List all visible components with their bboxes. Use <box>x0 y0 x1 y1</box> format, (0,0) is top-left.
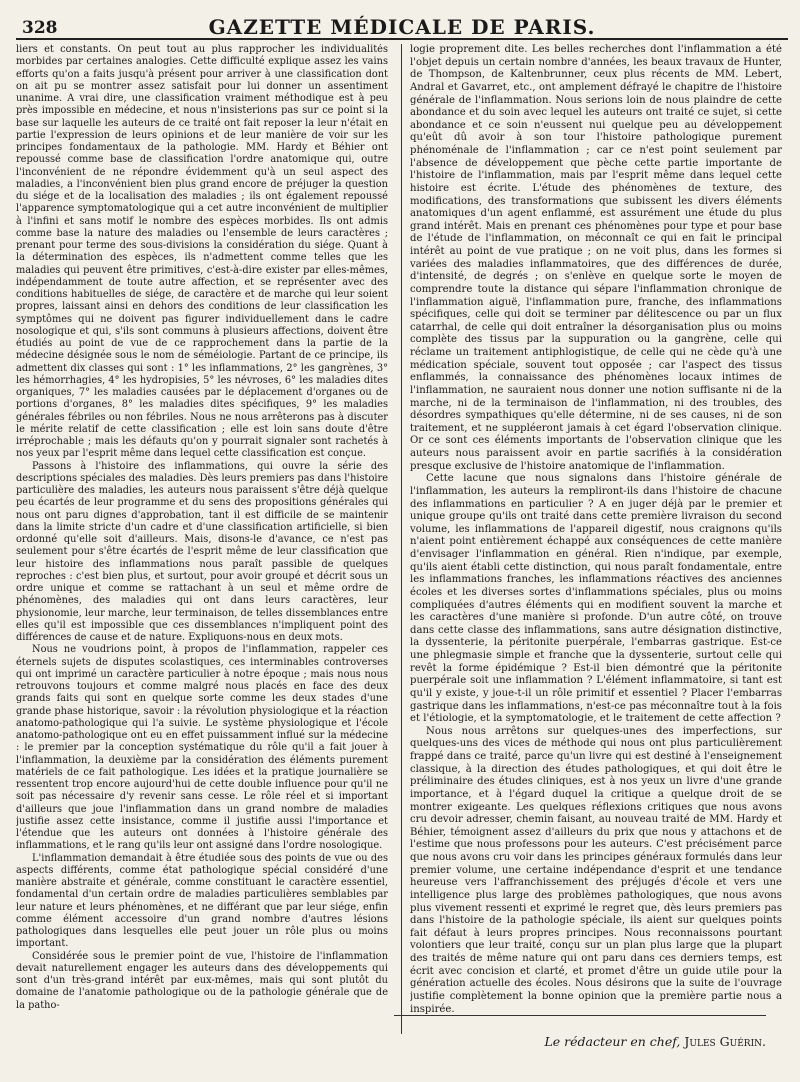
paragraph: Cette lacune que nous signalons dans l'histoire générale de l'inflammation, les auteurs la rempliront-ils dans l'histoire de chacune des inflammations en particulier ? A en juger déjà par le premier et unique groupe qu'ils ont traité dans cette première livraison du second volume, les inflammations de l'appareil digestif, nous craignons qu'ils n'aient point entièrement échappé aux conséquences de cette manière d'envisager l'inflammation en général. Rien n'indique, par exemple, qu'ils aient établi cette distinction, qui nous paraît fondamentale, entre les inflammations franches, les inflammations réactives des anciennes écoles et les diverses sortes d'inflammations spéciales, plus ou moins compliquées d'autres éléments qui en modifient souvent la marche et les caractères d'une manière si profonde. D'un autre côté, on trouve dans cette classe des inflammations, sans autre désignation distinctive, la dyssenterie, la péritonite puerpérale, l'embarras gastrique. Est-ce une phlegmasie simple et franche que la dyssenterie, surtout celle qui revêt la forme épidémique ? Est-il bien démontré que la péritonite puerpérale soit une inflammation ? L'élément inflammatoire, si tant est qu'il y existe, y joue-t-il un rôle primitif et essentiel ? Placer l'embarras gastrique dans les inflammations, n'est-ce pas méconnaître tout à la fois et l'étiologie, et la symptomatologie, et le traitement de cette affection ? <box>410 473 782 725</box>
editor-signature <box>394 1034 766 1049</box>
journal-title: GAZETTE MÉDICALE DE PARIS. <box>208 15 596 39</box>
right-column <box>410 44 782 1034</box>
column-divider <box>401 44 402 1034</box>
signature-role: Le rédacteur en chef, <box>544 1034 681 1049</box>
page-number: 328 <box>22 18 58 38</box>
paragraph: Considérée sous le premier point de vue, l'histoire de l'inflammation devait naturellement engager les auteurs dans des développements qui sont d'un très-grand intérêt par eux-mêmes, mais qui sont plutôt du domaine de l'anatomie pathologique ou de la pathologie générale que de la patho- <box>16 950 388 1011</box>
paragraph: logie proprement dite. Les belles recherches dont l'inflammation a été l'objet depuis un certain nombre d'années, les beaux travaux de Hunter, de Thompson, de Kaltenbrunner, ceux plus récents de MM. Lebert, Andral et Gavarret, etc., ont amplement défrayé le chapitre de l'histoire générale de l'inflammation. Nous serions loin de nous plaindre de cette abondance et du soin avec lequel les auteurs ont traité ce sujet, si cette abondance et ce soin n'eussent nui quelque peu au développement qu'eût dû avoir à son tour l'histoire pathologique purement phénoménale de l'inflammation ; car ce n'est point seulement par l'absence de développement que pèche cette partie importante de l'histoire de l'inflammation, mais par l'esprit même dans lequel cette histoire est écrite. L'étude des phénomènes de texture, des modifications, des transformations que subissent les divers éléments anatomiques d'un agent enflammé, est assurément une étude du plus grand intérêt. Mais en prenant ces phénomènes pour type et pour base de l'étude de l'inflammation, on méconnaît ce qui en fait le principal intérêt au point de vue pratique ; on ne voit plus, dans les formes si variées des maladies inflammatoires, que des différences de durée, d'intensité, de degrés ; on s'enlève en quelque sorte le moyen de comprendre toute la distance qui sépare l'inflammation chronique de l'inflammation aiguë, l'inflammation pure, franche, des inflammations spécifiques, celle qui doit se terminer par délitescence ou par un flux catarrhal, de celle qui doit entraîner la désorganisation plus ou moins complète des tissus par la suppuration ou la gangrène, celle qui réclame un traitement antiphlogistique, de celle qui ne cède qu'à une médication spéciale, souvent tout opposée ; car l'aspect des tissus enflammés, la connaissance des phénomènes locaux intimes de l'inflammation, ne sauraient nous donner une notion suffisante ni de la marche, ni de la terminaison de l'inflammation, ni des troubles, des désordres sympathiques qu'elle détermine, ni de ses causes, ni de son traitement, et ne suppléeront jamais à cet égard l'observation clinique. Or ce sont ces éléments importants de l'observation clinique que les auteurs nous paraissent avoir en partie sacrifiés à la considération presque exclusive de l'histoire anatomique de l'inflammation. <box>410 44 782 472</box>
paragraph: liers et constants. On peut tout au plus rapprocher les individualités morbides par certaines analogies. Cette difficulté explique assez les vains efforts qu'on a faits jusqu'à présent pour arriver à une classification dont on ait pu se montrer assez satisfait pour lui donner un assentiment unanime. A vrai dire, une classification vraiment méthodique est à peu près impossible en médecine, et nous n'insisterions pas sur ce point si la base sur laquelle les auteurs de ce traité ont fait reposer la leur n'était en partie l'expression de leurs opinions et de leur manière de voir sur les principes fondamentaux de la pathologie. MM. Hardy et Béhier ont repoussé comme base de classification l'ordre anatomique qui, outre l'inconvénient de ne répondre évidemment qu'à un seul aspect des maladies, a l'inconvénient bien plus grand encore de préjuger la question du siége et de la localisation des maladies ; ils ont également repoussé l'apparence symptomatologique qui a cet autre inconvénient de multiplier à l'infini et sans motif le nombre des espèces morbides. Ils ont admis comme base la nature des maladies ou l'ensemble de leurs caractères ; prenant pour terme des sous-divisions la considération du siége. Quant à la détermination des espèces, ils n'admettent comme telles que les maladies qui peuvent être primitives, c'est-à-dire exister par elles-mêmes, indépendamment de toute autre affection, et se représenter avec des conditions habituelles de siége, de caractère et de marche qui leur soient propres, laissant ainsi en dehors des conditions de leur classification les symptômes qui ne doivent pas figurer individuellement dans le cadre nosologique et qui, s'ils sont communs à plusieurs affections, doivent être étudiés au point de vue de ce rapprochement dans la partie de la médecine désignée sous le nom de séméiologie. Partant de ce principe, ils admettent dix classes qui sont : 1° les inflammations, 2° les gangrènes, 3° les hémorrhagies, 4° les hydropisies, 5° les névroses, 6° les maladies dites organiques, 7° les maladies causées par le déplacement d'organes ou de portions d'organes, 8° les maladies dites spécifiques, 9° les maladies générales fébriles ou non fébriles. Nous ne nous arrêterons pas à discuter le mérite relatif de cette classification ; elle est loin sans doute d'être irréprochable ; mais les défauts qu'on y pourrait signaler sont rachetés à nos yeux par l'esprit même dans lequel cette classification est conçue. <box>16 44 388 460</box>
page-header <box>16 10 788 40</box>
paragraph: Nous ne voudrions point, à propos de l'inflammation, rappeler ces éternels sujets de disputes scolastiques, ces interminables controverses qui ont imprimé un caractère particulier à notre époque ; mais nous nous retrouvons toujours et comme malgré nous placés en face des deux grands faits qui sont en quelque sorte comme les deux stades d'une grande phase historique, savoir : la révolution physiologique et la réaction anatomo-pathologique qui l'a suivie. Le système physiologique et l'école anatomo-pathologique ont eu en effet puissamment influé sur la médecine : le premier par la conception systématique du rôle qu'il a fait jouer à l'inflammation, la deuxième par la considération des éléments purement matériels de ce fait pathologique. Les idées et la pratique journalière se ressentent trop encore aujourd'hui de cette double influence pour qu'il ne soit pas nécessaire d'y revenir sans cesse. Le rôle réel et si important d'ailleurs que joue l'inflammation dans un grand nombre de maladies justifie assez cette insistance, comme il justifie aussi l'importance et l'étendue que les auteurs ont données à l'histoire générale des inflammations, et le rang qu'ils leur ont assigné dans l'ordre nosologique. <box>16 644 388 852</box>
left-column <box>16 44 388 1034</box>
signature-name: Jules Guérin. <box>684 1034 766 1049</box>
paragraph: L'inflammation demandait à être étudiée sous des points de vue ou des aspects différents, comme état pathologique spécial considéré d'une manière abstraite et générale, comme constituant le caractère essentiel, fondamental d'un certain ordre de maladies particulières semblables par leur nature et leurs phénomènes, et ne différant que par leur siége, enfin comme élément accessoire d'un grand nombre d'autres lésions pathologiques dans lesquelles elle peut jouer un rôle plus ou moins important. <box>16 852 388 950</box>
signature-rule <box>394 1015 766 1016</box>
paragraph: Passons à l'histoire des inflammations, qui ouvre la série des descriptions spéciales des maladies. Dès leurs premiers pas dans l'histoire particulière des maladies, les auteurs nous paraissent s'être déjà quelque peu écartés de leur programme et du sens des propositions générales qui nous ont paru dignes d'approbation, tant il est difficile de se maintenir dans la limite stricte d'un cadre et d'une classification artificielle, si bien ordonné qu'elle soit d'ailleurs. Mais, disons-le d'avance, ce n'est pas seulement pour s'être écartés de l'esprit même de leur classification que leur histoire des inflammations nous paraît passible de quelques reproches : c'est bien plus, et surtout, pour avoir groupé et décrit sous un ordre unique et comme se rattachant à un seul et même ordre de phénomènes, des maladies qui ont dans leurs caractères, leur physionomie, leur marche, leur terminaison, de telles dissemblances entre elles qu'il est impossible que ces dissemblances n'impliquent point des différences de cause et de nature. Expliquons-nous en deux mots. <box>16 460 388 643</box>
article-body <box>16 44 786 1034</box>
paragraph: Nous nous arrêtons sur quelques-unes des imperfections, sur quelques-uns des vices de méthode qui nous ont plus particulièrement frappé dans ce traité, parce qu'un livre qui est destiné à l'enseignement classique, à la direction des études pathologiques, et qui doit être le préliminaire des études cliniques, est à nos yeux un livre d'une grande importance, et à l'égard duquel la critique a quelque droit de se montrer exigeante. Les quelques réflexions critiques que nous avons cru devoir adresser, chemin faisant, au nouveau traité de MM. Hardy et Béhier, témoignent assez d'ailleurs du prix que nous y attachons et de l'estime que nous professons pour les auteurs. C'est précisément parce que nous avons cru voir dans les principes généraux formulés dans leur premier volume, une certaine indépendance d'esprit et une tendance heureuse vers l'affranchissement des préjugés d'école et vers une intelligence plus large des problèmes pathologiques, que nous avons plus vivement ressenti et exprimé le regret que, dès leurs premiers pas dans l'histoire de la pathologie spéciale, ils aient sur quelques points fait défaut à leurs propres principes. Nous reconnaissons pourtant volontiers que leur traité, conçu sur un plan plus large que la plupart des traités de même nature qui ont paru dans ces derniers temps, est écrit avec concision et clarté, et promet d'être un guide utile pour la génération actuelle des écoles. Nous désirons que la suite de l'ouvrage justifie complètement la bonne opinion que la première partie nous a inspirée. <box>410 725 782 1015</box>
